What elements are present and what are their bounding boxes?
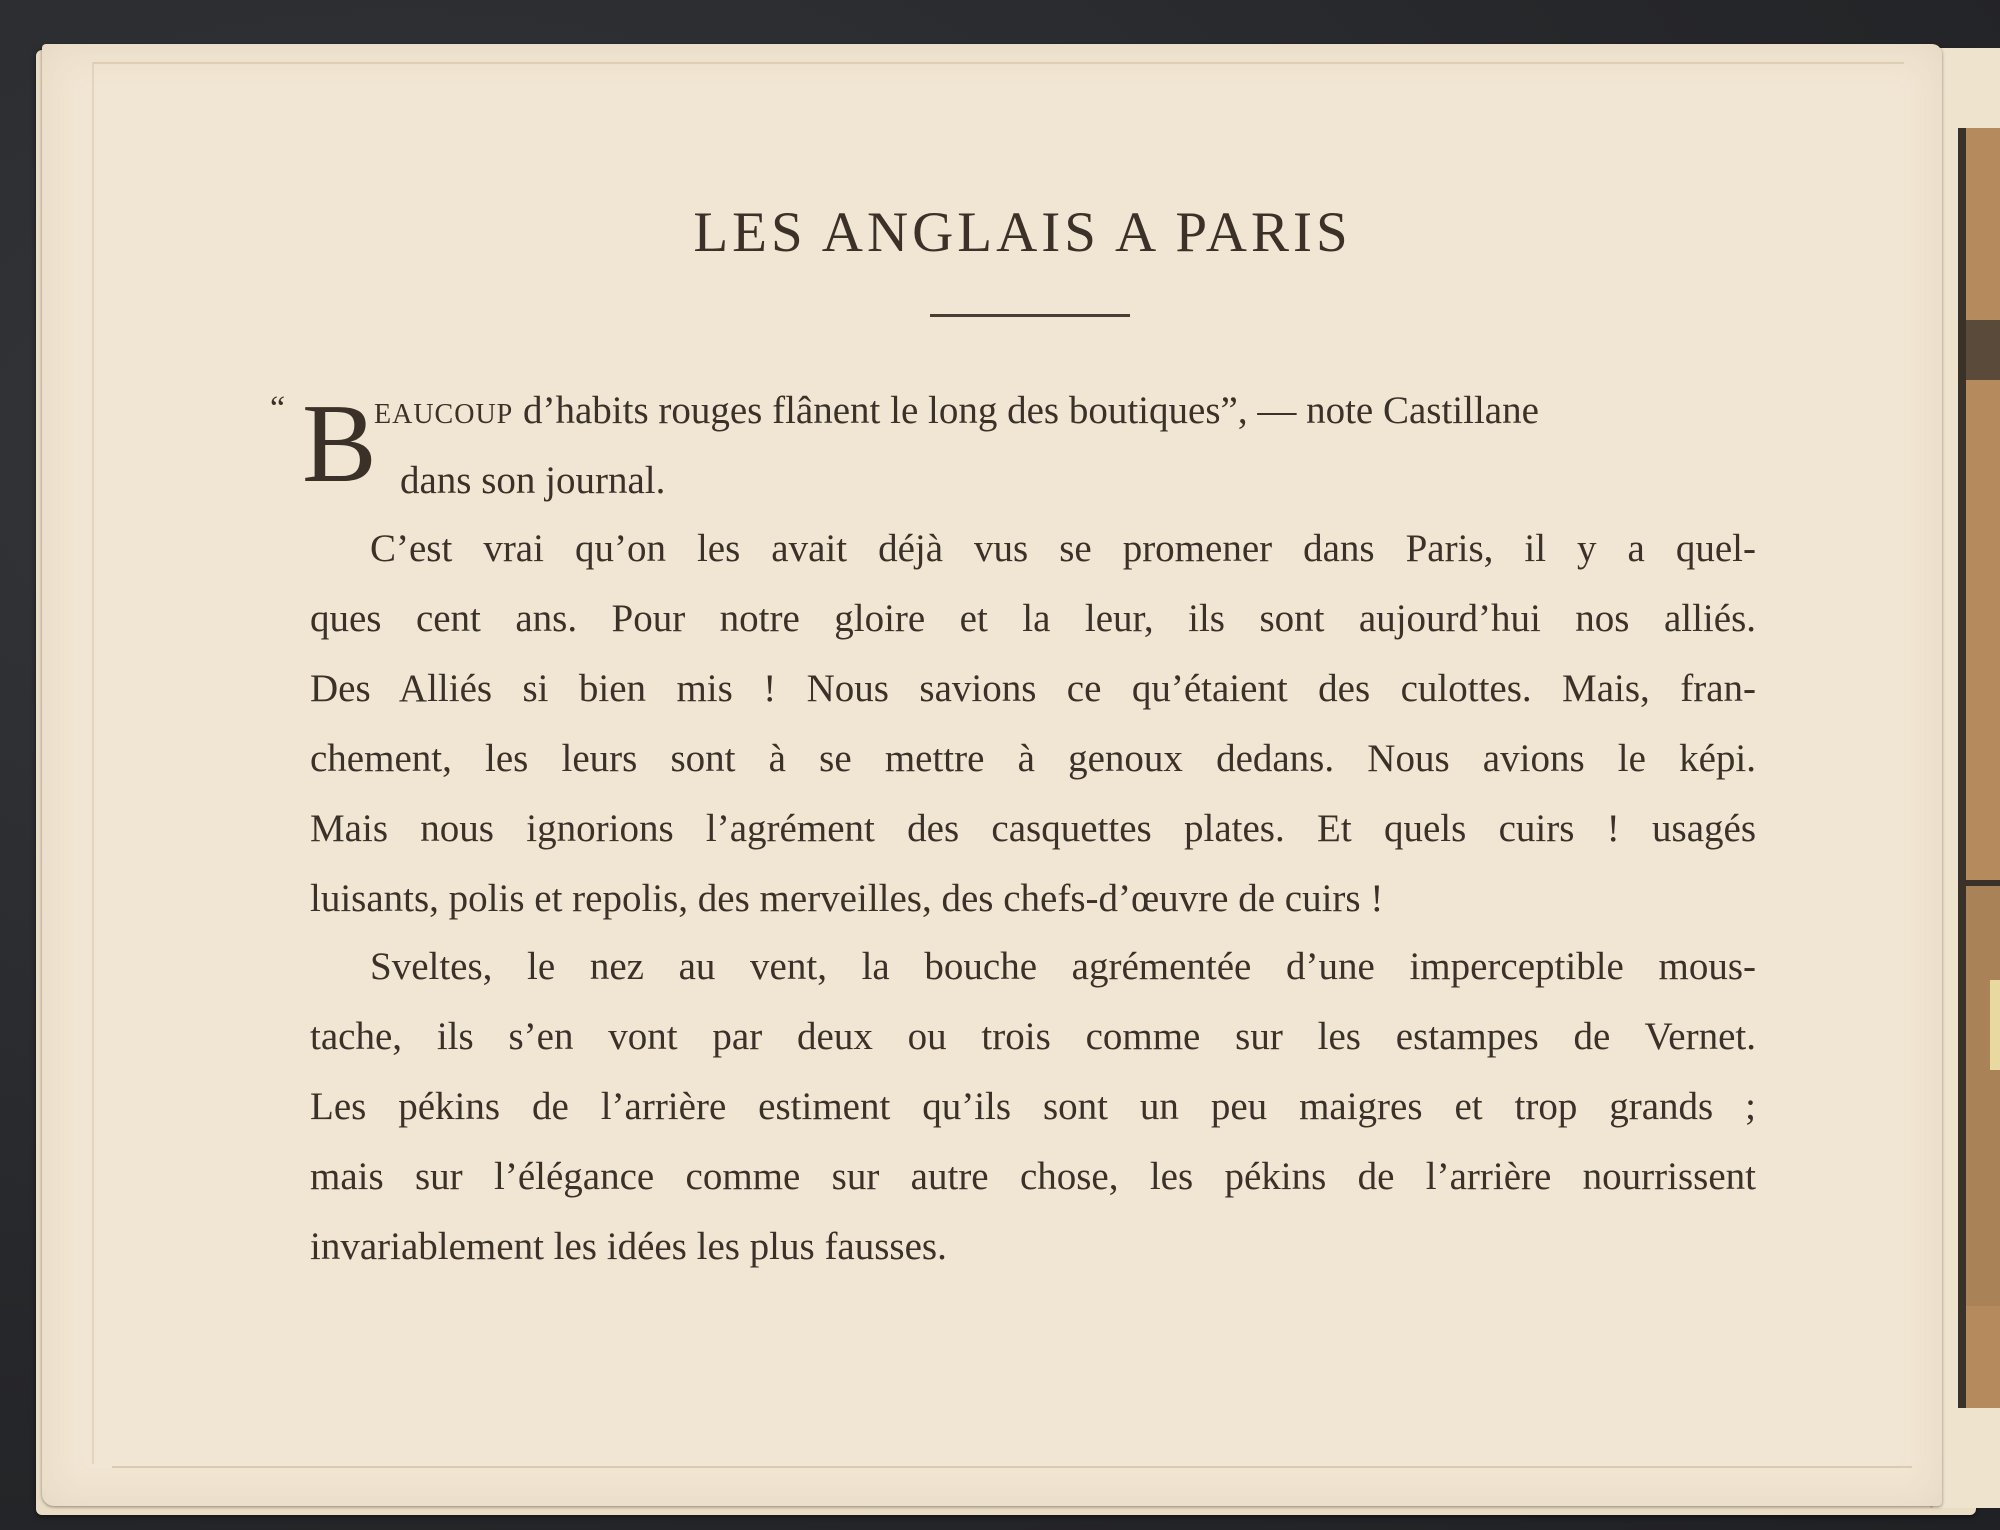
opening-line [374,388,1539,433]
paragraph-line: C’est vrai qu’on les avait déjà vus se promener dans Paris, il y a quel- [370,527,1756,570]
paragraph-line: Sveltes, le nez au vent, la bouche agrémentée d’une imperceptible mous- [370,945,1756,988]
opening-line-rest: d’habits rouges flânent le long des boutiques”, — note Castillane [522,389,1539,432]
paragraph-line: tache, ils s’en vont par deux ou trois comme sur les estampes de Vernet. [310,1015,1756,1058]
illustration-detail [1990,980,2000,1070]
drop-cap: B [302,382,377,506]
paragraph-line: chement, les leurs sont à se mettre à genoux dedans. Nous avions le képi. [310,737,1756,780]
paragraph-line: ques cent ans. Pour notre gloire et la leur, ils sont aujourd’hui nos alliés. [310,597,1756,640]
page-deckle-edge [112,1466,1912,1478]
paragraph-line: Des Alliés si bien mis ! Nous savions ce qu’étaient des culottes. Mais, fran- [310,667,1756,710]
paragraph-line: invariablement les idées les plus fausses. [310,1225,947,1268]
opening-line-2: dans son journal. [400,459,666,502]
page-title: LES ANGLAIS A PARIS [693,201,1352,264]
opening-quote-mark: “ [270,390,286,427]
paragraph-line: Mais nous ignorions l’agrément des casquettes plates. Et quels cuirs ! usagés [310,807,1756,850]
title-rule [930,314,1130,317]
paragraph-line: luisants, polis et repolis, des merveilles, des chefs-d’œuvre de cuirs ! [310,877,1384,920]
illustration-detail [1966,320,2000,380]
paragraph-line: mais sur l’élégance comme sur autre chose, les pékins de l’arrière nourrissent [310,1155,1756,1198]
illustration-detail [1966,880,2000,1306]
paragraph-line: Les pékins de l’arrière estiment qu’ils sont un peu maigres et trop grands ; [310,1085,1756,1128]
opening-smallcaps: EAUCOUP [374,399,514,430]
